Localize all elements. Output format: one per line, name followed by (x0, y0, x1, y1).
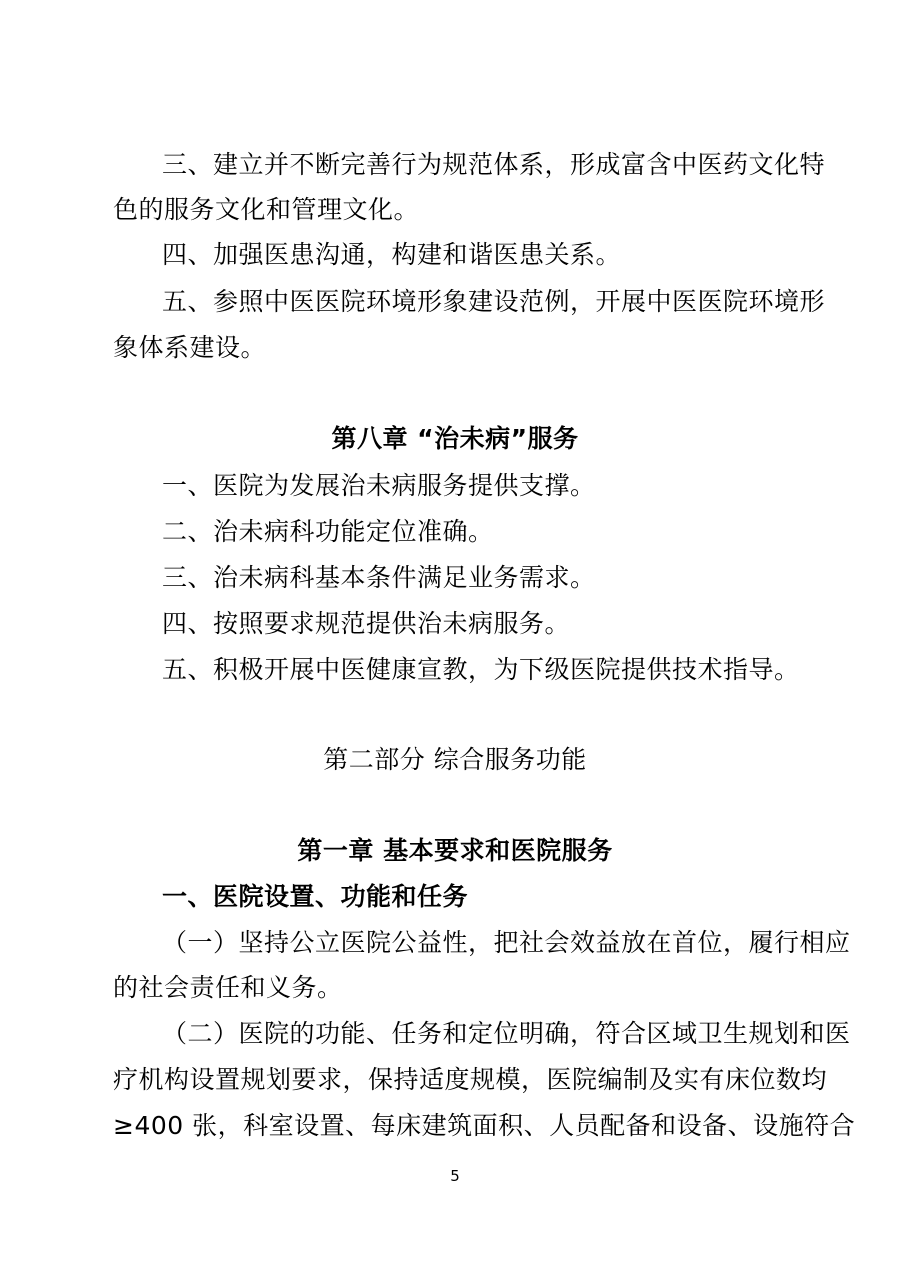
chapter8-item-3: 三、治未病科基本条件满足业务需求。 (162, 563, 596, 592)
chapter8-item-1: 一、医院为发展治未病服务提供支撑。 (162, 471, 596, 500)
chapter8-item-5: 五、积极开展中医健康宣教，为下级医院提供技术指导。 (162, 655, 800, 684)
item3-line1: 三、建立并不断完善行为规范体系，形成富含中医药文化特 (162, 150, 826, 179)
section1-heading: 一、医院设置、功能和任务 (162, 882, 469, 911)
para2-line2: 疗机构设置规划要求，保持适度规模，医院编制及实有床位数均 (113, 1065, 828, 1094)
item3-line2: 色的服务文化和管理文化。 (113, 195, 420, 224)
chapter8-item-4: 四、按照要求规范提供治未病服务。 (162, 609, 571, 638)
chapter8-title: 第八章 “治未病”服务 (331, 424, 579, 453)
item4-line: 四、加强医患沟通，构建和谐医患关系。 (162, 240, 622, 269)
page-number: 5 (450, 1167, 460, 1185)
para1-line1: （一）坚持公立医院公益性，把社会效益放在首位，履行相应 (162, 928, 851, 957)
para1-line2: 的社会责任和义务。 (113, 973, 343, 1002)
part2-title: 第二部分 综合服务功能 (323, 745, 587, 774)
chapter8-item-2: 二、治未病科功能定位准确。 (162, 517, 494, 546)
item5-line1: 五、参照中医医院环境形象建设范例，开展中医医院环境形 (162, 287, 826, 316)
para2-line1: （二）医院的功能、任务和定位明确，符合区域卫生规划和医 (162, 1019, 851, 1048)
chapter1-title: 第一章 基本要求和医院服务 (297, 836, 613, 865)
item5-line2: 象体系建设。 (113, 333, 267, 362)
para2-line3: ≥400 张，科室设置、每床建筑面积、人员配备和设备、设施符合 (113, 1111, 856, 1140)
